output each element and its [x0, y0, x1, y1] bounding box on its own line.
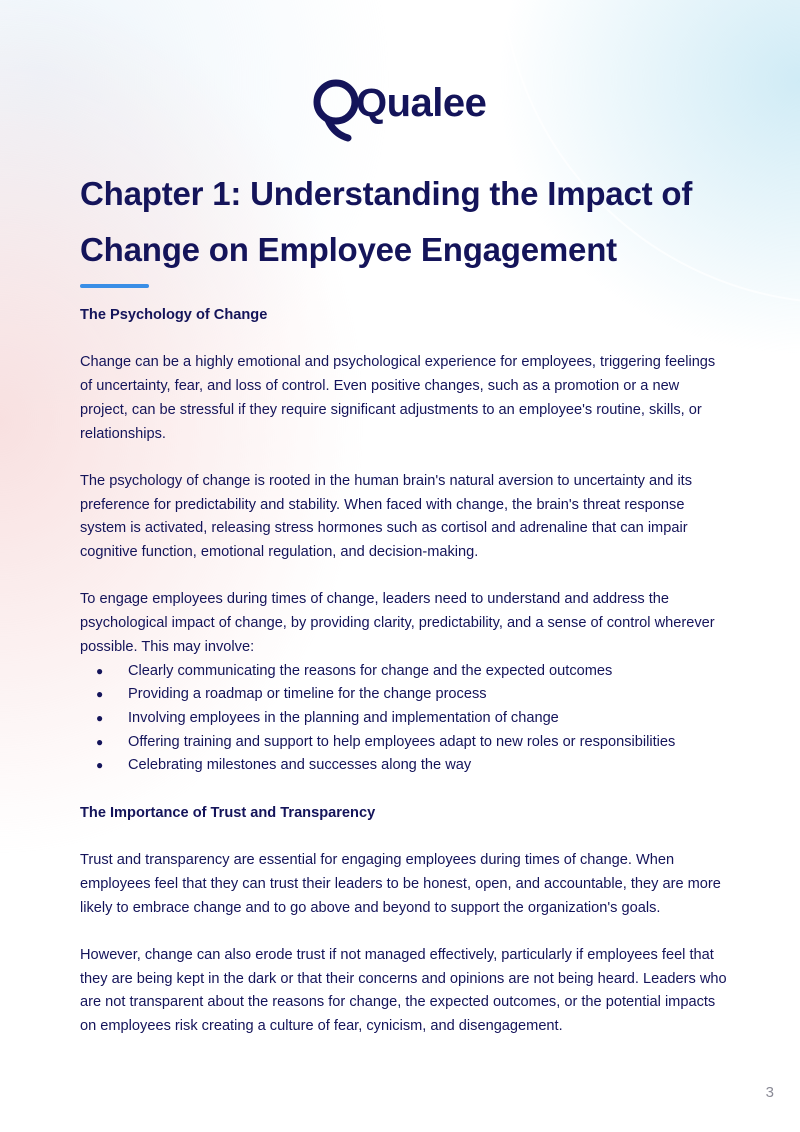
section-heading-psychology: The Psychology of Change — [80, 307, 268, 323]
list-item: ● Involving employees in the planning and implementation of change — [80, 707, 730, 731]
list-item: ● Providing a roadmap or timeline for the change process — [80, 683, 730, 707]
qualee-logo — [312, 76, 492, 146]
paragraph: The psychology of change is rooted in the human brain's natural aversion to uncertainty and its preference for predictability and stability. When faced with change, the brain's threat response system is activated, releasing stress hormones such as cortisol and adrenaline that can impair cognitive function, emotional regulation, and decision-making. — [80, 472, 693, 560]
section-heading-trust: The Importance of Trust and Transparency — [80, 804, 376, 821]
page-title: Chapter 1: Understanding the Impact of Change on Employee Engagement — [80, 175, 693, 268]
bullet-list — [80, 660, 730, 779]
list-item: ● Clearly communicating the reasons for change and the expected outcomes — [80, 660, 730, 684]
title-underline — [80, 284, 149, 288]
document-body — [80, 304, 730, 1039]
logo-wordmark: Qualee — [356, 81, 487, 125]
list-item: ● Celebrating milestones and successes along the way — [80, 754, 730, 778]
paragraph: Trust and transparency are essential for engaging employees during times of change. When employees feel that they can trust their leaders to be honest, open, and accountable, they are more likely to embrace change and to go above and beyond to support the organization's goals. — [80, 852, 721, 916]
page-number: 3 — [765, 1084, 774, 1101]
paragraph: However, change can also erode trust if not managed effectively, particularly if employees feel that they are being kept in the dark or that their concerns and opinions are not being heard. Leaders who are not transparent about the reasons for change, the expected outcomes, or the potential impacts on employees risk creating a culture of fear, cynicism, and disengagement. — [80, 946, 727, 1034]
paragraph: Change can be a highly emotional and psychological experience for employees, triggering feelings of uncertainty, fear, and loss of control. Even positive changes, such as a promotion or a new project, can be stressful if they require significant adjustments to an employee's routine, skills, or relationships. — [80, 354, 716, 442]
list-item: ● Offering training and support to help employees adapt to new roles or responsibilities — [80, 731, 730, 755]
paragraph: To engage employees during times of change, leaders need to understand and address the psychological impact of change, by providing clarity, predictability, and a sense of control wherever possible. This may involve: — [80, 591, 715, 655]
